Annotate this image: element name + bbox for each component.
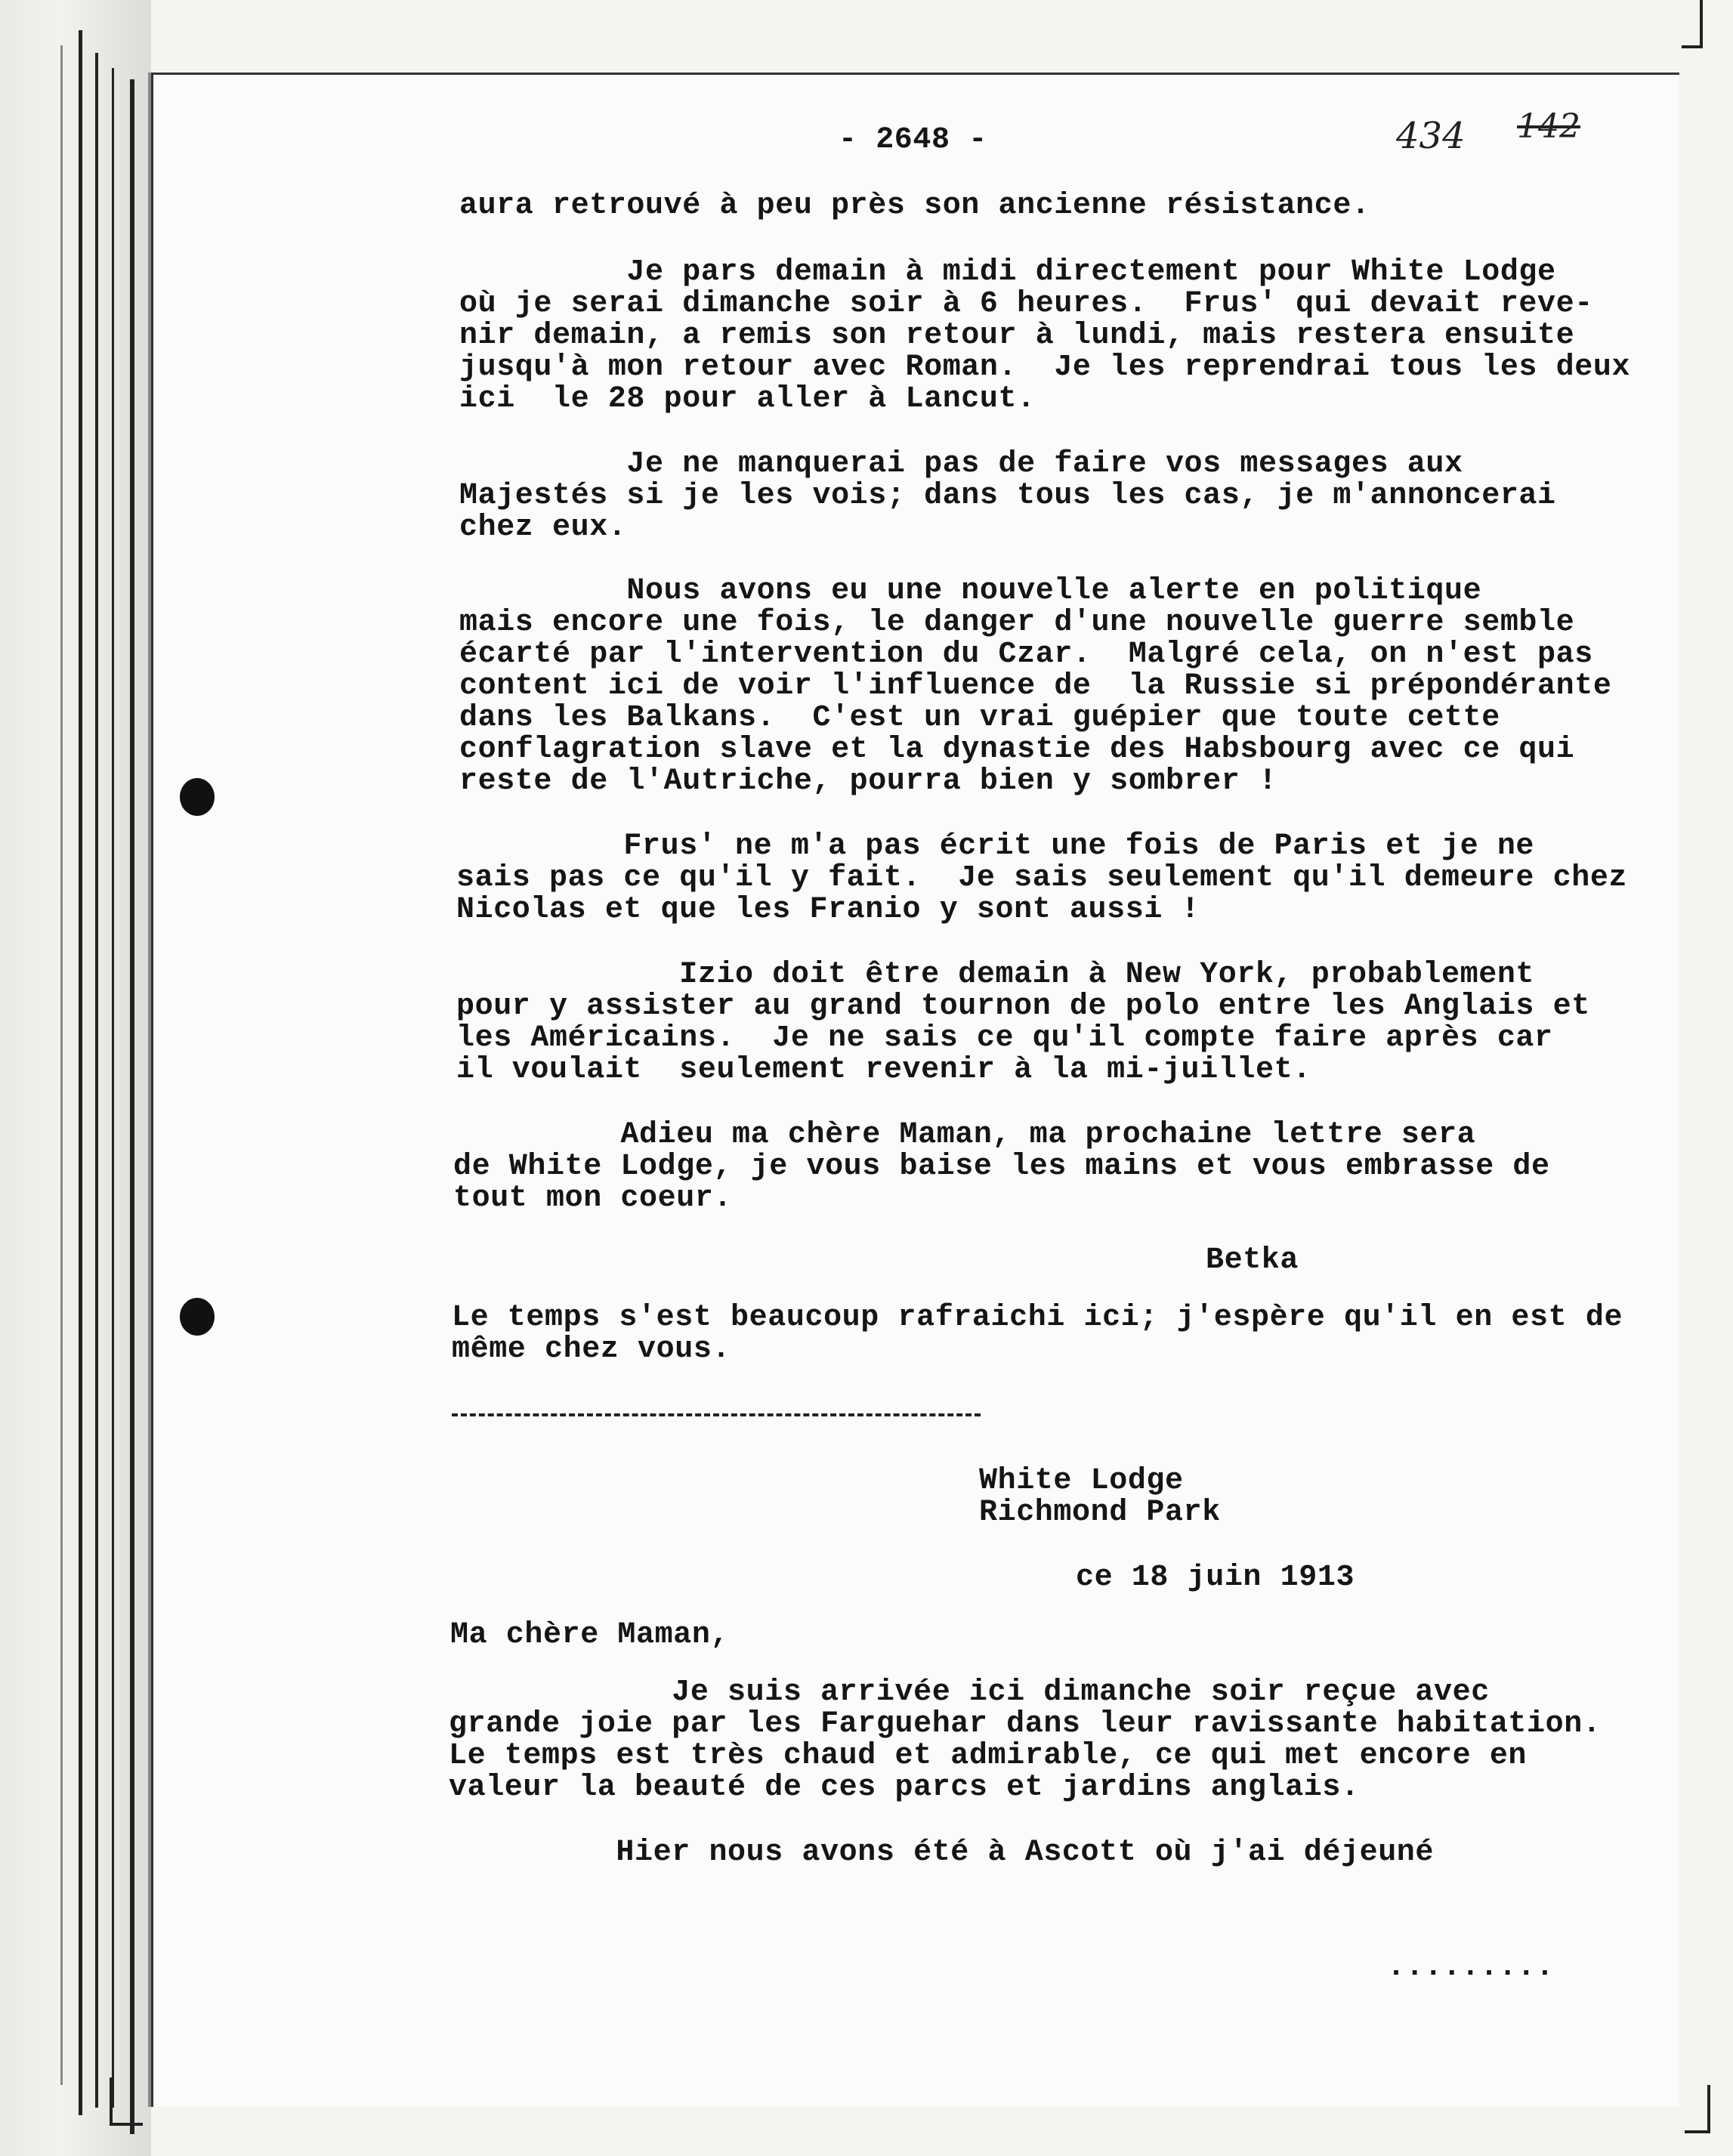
letter-line: Frus' ne m'a pas écrit une fois de Paris et je ne bbox=[456, 829, 1535, 863]
signature: Betka bbox=[1206, 1243, 1299, 1277]
continuation-dots: ......... bbox=[1387, 1951, 1555, 1985]
crop-mark bbox=[1685, 2085, 1710, 2133]
letter-line: ici le 28 pour aller à Lancut. bbox=[459, 382, 1036, 416]
letter-line: valeur la beauté de ces parcs et jardins anglais. bbox=[449, 1771, 1360, 1805]
address-line: White Lodge bbox=[979, 1464, 1184, 1498]
letter-line: Je ne manquerai pas de faire vos messages aux bbox=[459, 447, 1463, 481]
letter-line: dans les Balkans. C'est un vrai guépier que toute cette bbox=[459, 701, 1500, 735]
letter-line: Le temps est très chaud et admirable, ce qui met encore en bbox=[449, 1739, 1528, 1773]
binder-line bbox=[112, 68, 114, 2108]
binder-edge bbox=[0, 0, 151, 2156]
crop-mark bbox=[110, 2077, 143, 2126]
postscript-line: même chez vous. bbox=[452, 1333, 731, 1367]
letter-line: les Américains. Je ne sais ce qu'il compte faire après car bbox=[456, 1021, 1553, 1055]
letter-line: il voulait seulement revenir à la mi-juillet. bbox=[456, 1053, 1311, 1087]
punch-hole bbox=[180, 778, 215, 816]
letter-line: chez eux. bbox=[459, 511, 627, 545]
letter-line: jusqu'à mon retour avec Roman. Je les reprendrai tous les deux bbox=[459, 351, 1631, 385]
postscript-line: Le temps s'est beaucoup rafraichi ici; j'espère qu'il en est de bbox=[452, 1301, 1623, 1335]
letter-line: Adieu ma chère Maman, ma prochaine lettre sera bbox=[453, 1118, 1476, 1152]
binder-line bbox=[95, 53, 98, 2108]
address-line: Richmond Park bbox=[979, 1496, 1221, 1530]
letter-line: pour y assister au grand tournon de polo entre les Anglais et bbox=[456, 990, 1590, 1024]
letter-date: ce 18 juin 1913 bbox=[1076, 1561, 1355, 1595]
binder-line bbox=[130, 79, 134, 2134]
letter-line: reste de l'Autriche, pourra bien y sombrer ! bbox=[459, 764, 1277, 798]
letter-line: de White Lodge, je vous baise les mains et vous embrasse de bbox=[453, 1150, 1550, 1184]
letter-line: aura retrouvé à peu près son ancienne résistance. bbox=[459, 189, 1370, 223]
letter-line: écarté par l'intervention du Czar. Malgré cela, on n'est pas bbox=[459, 638, 1593, 672]
letter-line: mais encore une fois, le danger d'une nouvelle guerre semble bbox=[459, 606, 1575, 640]
letter-divider bbox=[452, 1413, 981, 1416]
page-number: - 2648 - bbox=[839, 123, 987, 157]
letter-line: Hier nous avons été à Ascott où j'ai déjeuné bbox=[449, 1836, 1435, 1870]
binder-line bbox=[60, 45, 63, 2085]
letter-line: nir demain, a remis son retour à lundi, mais restera ensuite bbox=[459, 319, 1575, 353]
struck-page-number: 142 bbox=[1517, 107, 1580, 146]
letter-line: conflagration slave et la dynastie des Habsbourg avec ce qui bbox=[459, 733, 1575, 767]
letter-line: tout mon coeur. bbox=[453, 1181, 733, 1215]
handwritten-page-number: 434 bbox=[1396, 115, 1466, 157]
letter-line: Majestés si je les vois; dans tous les cas, je m'annoncerai bbox=[459, 479, 1556, 513]
letter-line: Je suis arrivée ici dimanche soir reçue avec bbox=[449, 1676, 1490, 1710]
letter-line: grande joie par les Farguehar dans leur ravissante habitation. bbox=[449, 1707, 1602, 1741]
letter-line: Izio doit être demain à New York, probablement bbox=[456, 958, 1535, 992]
letter-line: Nous avons eu une nouvelle alerte en politique bbox=[459, 574, 1482, 608]
salutation: Ma chère Maman, bbox=[450, 1618, 730, 1652]
binder-line bbox=[79, 30, 82, 2115]
letter-line: où je serai dimanche soir à 6 heures. Frus' qui devait reve- bbox=[459, 287, 1593, 321]
letter-line: sais pas ce qu'il y fait. Je sais seulement qu'il demeure chez bbox=[456, 861, 1628, 895]
letter-line: Je pars demain à midi directement pour White Lodge bbox=[459, 255, 1556, 289]
letter-line: Nicolas et que les Franio y sont aussi ! bbox=[456, 893, 1200, 927]
letter-line: content ici de voir l'influence de la Russie si prépondérante bbox=[459, 669, 1612, 703]
punch-hole bbox=[180, 1298, 215, 1336]
crop-mark bbox=[1682, 0, 1703, 48]
